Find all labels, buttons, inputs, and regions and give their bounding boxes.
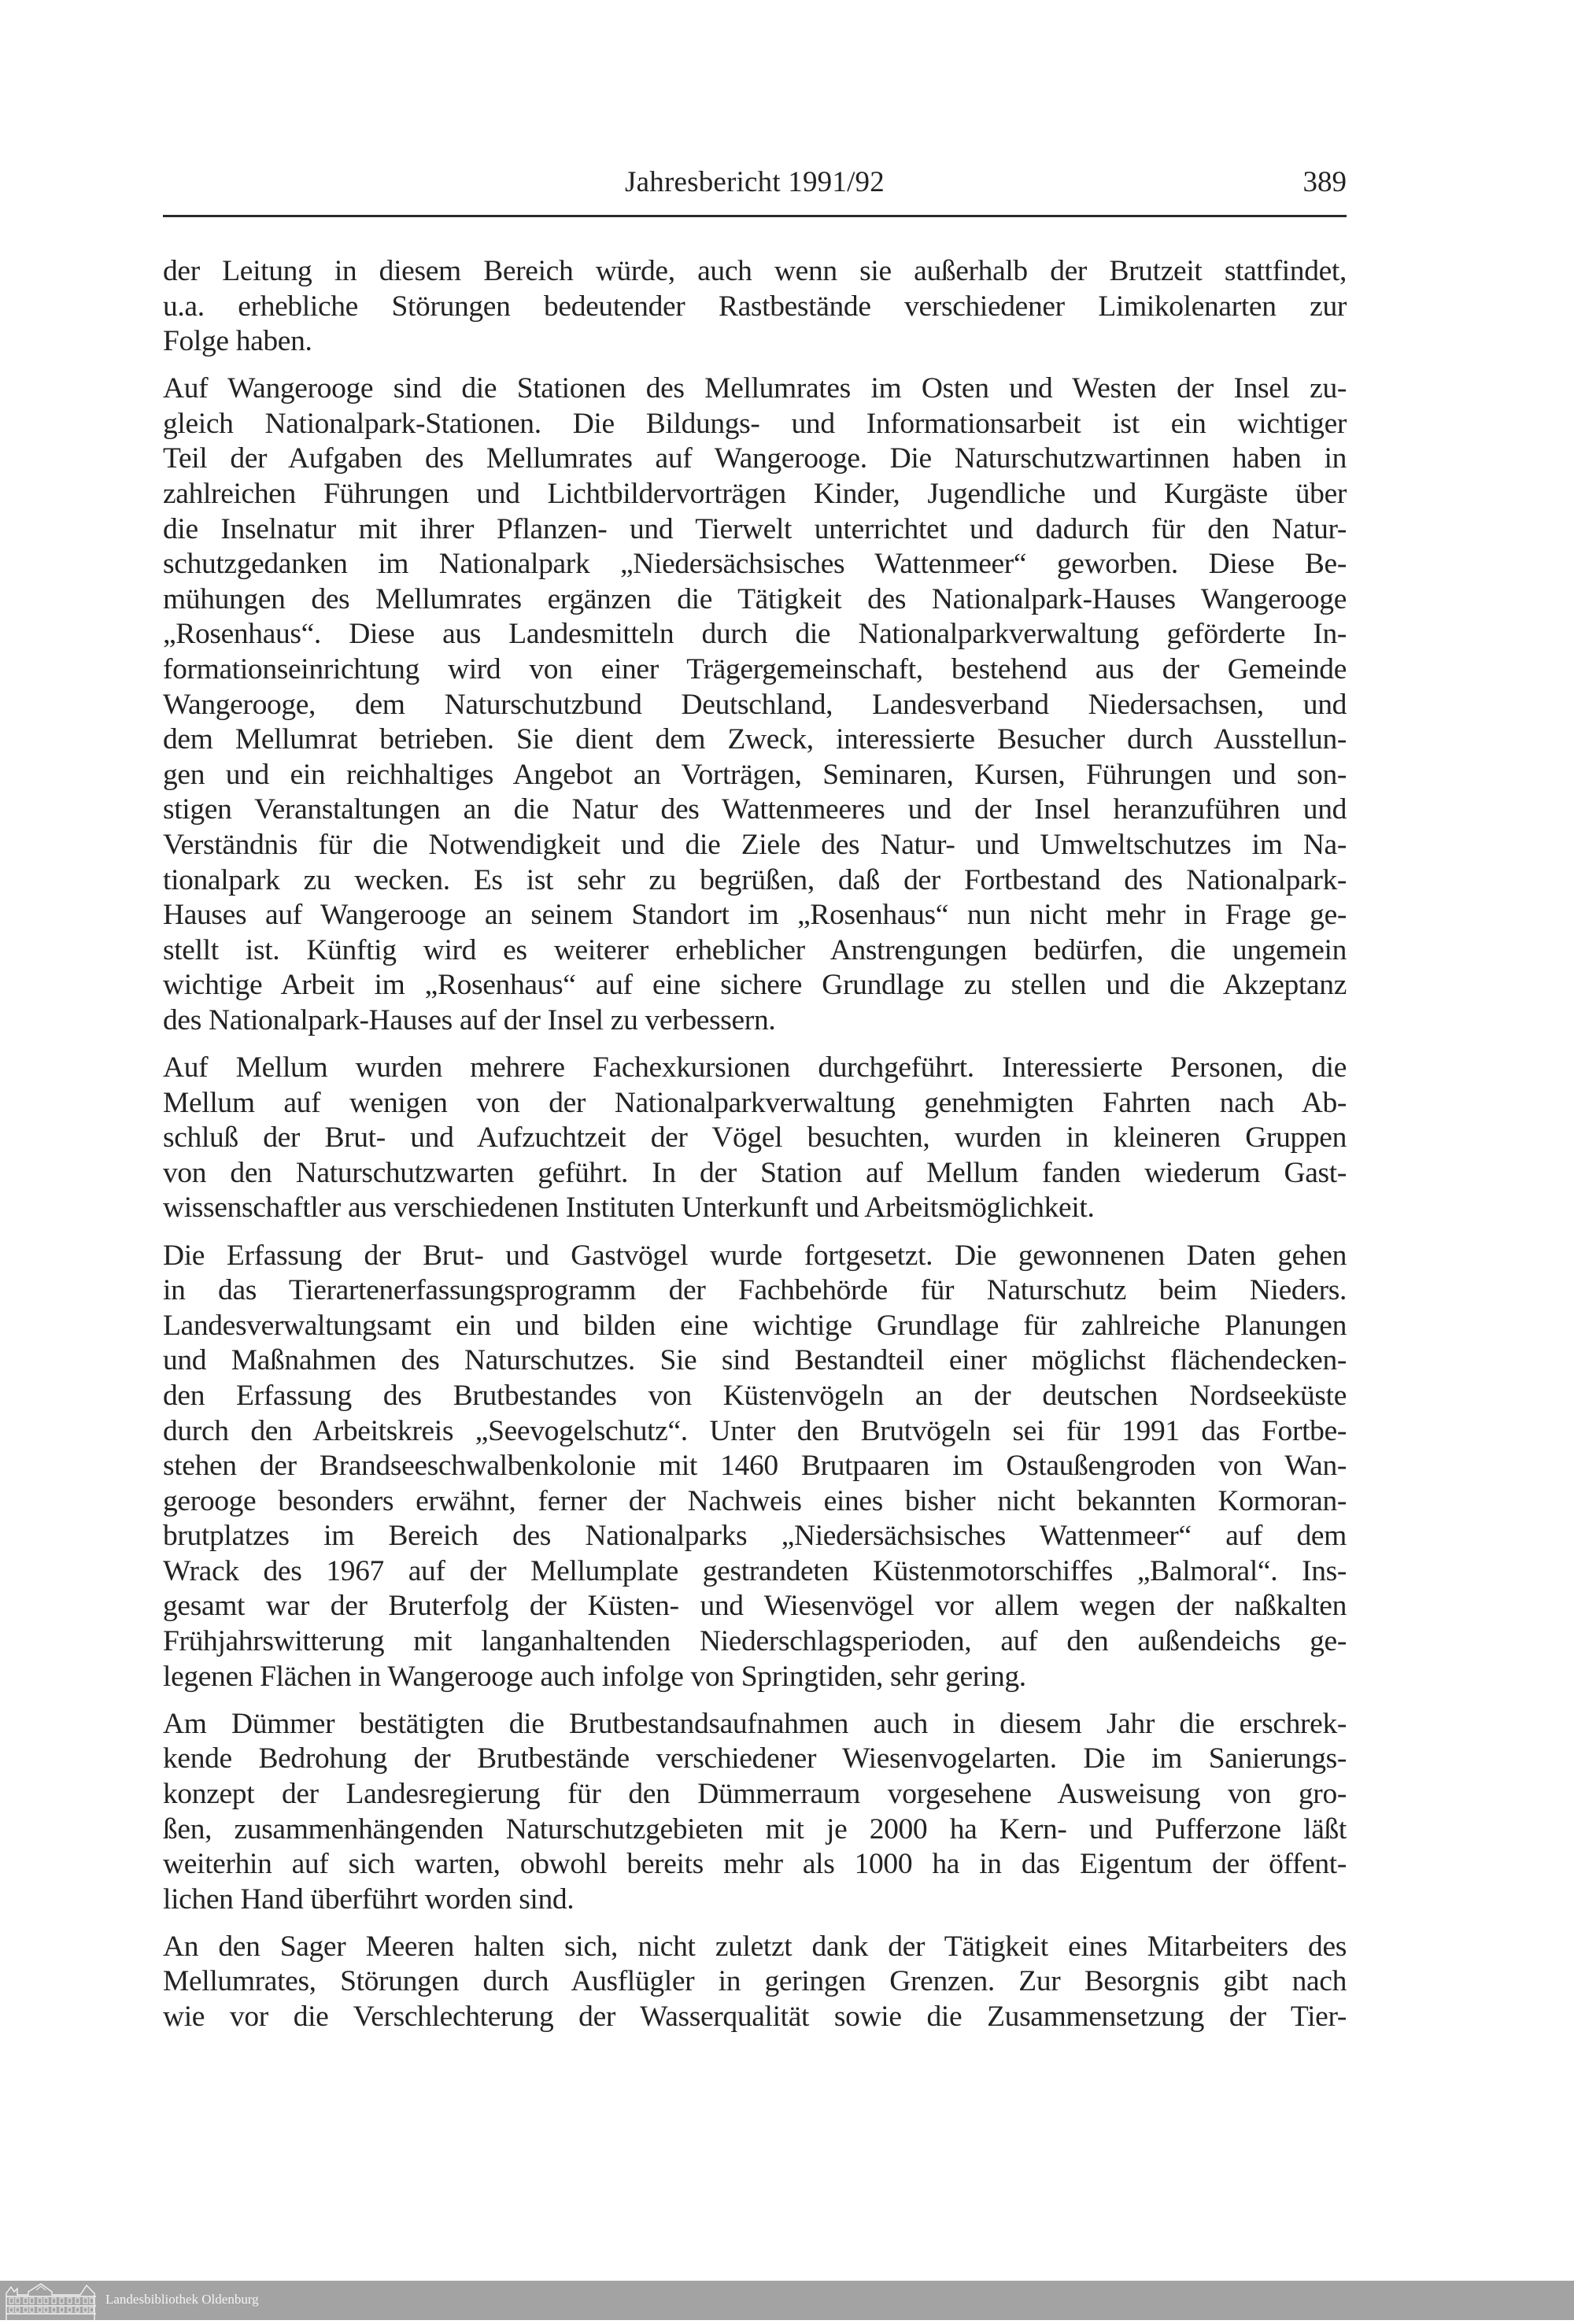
text-line: dem Mellumrat betrieben. Sie dient dem Zweck, interessierte Besucher durch Ausstellun- — [163, 723, 1347, 756]
text-line: Verständnis für die Notwendigkeit und die Ziele des Natur- und Umweltschutzes im Na- — [163, 829, 1347, 861]
library-building-icon — [5, 2282, 98, 2320]
page-number: 389 — [1302, 166, 1347, 198]
paragraph-1 — [163, 254, 1347, 360]
text-line: gerooge besonders erwähnt, ferner der Nachweis eines bisher nicht bekannten Kormoran- — [163, 1484, 1347, 1517]
text-line: Am Dümmer bestätigten die Brutbestandsaufnahmen auch in diesem Jahr die erschrek- — [163, 1707, 1347, 1740]
text-line: wie vor die Verschlechterung der Wasserqualität sowie die Zusammensetzung der Tier- — [163, 2001, 1347, 2033]
text-line: Wrack des 1967 auf der Mellumplate gestrandeten Küstenmotorschiffes „Balmoral“. Ins- — [163, 1554, 1347, 1587]
text-line: die Inselnatur mit ihrer Pflanzen- und Tierwelt unterrichtet und dadurch für den Natur- — [163, 512, 1347, 545]
text-line: von den Naturschutzwarten geführt. In der Station auf Mellum fanden wiederum Gast- — [163, 1156, 1347, 1189]
text-line: gesamt war der Bruterfolg der Küsten- und Wiesenvögel vor allem wegen der naßkalten — [163, 1590, 1347, 1623]
text-line: Landesverwaltungsamt ein und bilden eine wichtige Grundlage für zahlreiche Planungen — [163, 1309, 1347, 1342]
text-line: wissenschaftler aus verschiedenen Instituten Unterkunft und Arbeitsmöglichkeit. — [163, 1192, 1095, 1225]
text-line: Mellum auf wenigen von der Nationalparkverwaltung genehmigten Fahrten nach Ab- — [163, 1086, 1347, 1119]
text-line: wichtige Arbeit im „Rosenhaus“ auf eine sichere Grundlage zu stellen und die Akzeptanz — [163, 969, 1347, 1002]
text-line: u.a. erhebliche Störungen bedeutender Rastbestände verschiedener Limikolenarten zur — [163, 290, 1347, 323]
text-line: Teil der Aufgaben des Mellumrates auf Wangerooge. Die Naturschutzwartinnen haben in — [163, 442, 1347, 475]
text-line: Die Erfassung der Brut- und Gastvögel wurde fortgesetzt. Die gewonnenen Daten gehen — [163, 1239, 1347, 1272]
text-line: „Rosenhaus“. Diese aus Landesmitteln durch die Nationalparkverwaltung geförderte In- — [163, 618, 1347, 651]
text-line: brutplatzes im Bereich des Nationalparks „Niedersächsisches Wattenmeer“ auf dem — [163, 1520, 1347, 1553]
text-line: ßen, zusammenhängenden Naturschutzgebieten mit je 2000 ha Kern- und Pufferzone läßt — [163, 1812, 1347, 1846]
paragraph-4 — [163, 1239, 1347, 1695]
paragraph-5 — [163, 1707, 1347, 1918]
text-line: und Maßnahmen des Naturschutzes. Sie sind Bestandteil einer möglichst flächendecken- — [163, 1344, 1347, 1377]
text-line: Mellumrates, Störungen durch Ausflügler in geringen Grenzen. Zur Besorgnis gibt nach — [163, 1965, 1347, 1998]
text-line: stellt ist. Künftig wird es weiterer erheblicher Anstrengungen bedürfen, die ungemein — [163, 933, 1347, 966]
text-line: tionalpark zu wecken. Es ist sehr zu begrüßen, daß der Fortbestand des Nationalpark- — [163, 863, 1347, 896]
text-line: mühungen des Mellumrates ergänzen die Tätigkeit des Nationalpark-Hauses Wangerooge — [163, 582, 1347, 615]
page-header — [163, 157, 1347, 217]
text-line: Hauses auf Wangerooge an seinem Standort im „Rosenhaus“ nun nicht mehr in Frage ge- — [163, 899, 1347, 932]
paragraph-6 — [163, 1930, 1347, 2035]
text-line: Wangerooge, dem Naturschutzbund Deutschland, Landesverband Niedersachsen, und — [163, 688, 1347, 721]
text-line: der Leitung in diesem Bereich würde, auch wenn sie außerhalb der Brutzeit stattfindet, — [163, 255, 1347, 287]
text-line: stehen der Brandseeschwalbenkolonie mit 1460 Brutpaaren im Ostaußengroden von Wan- — [163, 1450, 1347, 1483]
text-line: konzept der Landesregierung für den Dümmerraum vorgesehene Ausweisung von gro- — [163, 1777, 1347, 1810]
header-rule — [163, 215, 1347, 217]
text-line: Auf Mellum wurden mehrere Fachexkursionen durchgeführt. Interessierte Personen, die — [163, 1051, 1347, 1084]
text-line: durch den Arbeitskreis „Seevogelschutz“. Unter den Brutvögeln sei für 1991 das Fortbe- — [163, 1414, 1347, 1447]
running-title: Jahresbericht 1991/92 — [625, 166, 885, 198]
text-line: Frühjahrswitterung mit langanhaltenden Niederschlagsperioden, auf den außendeichs ge- — [163, 1625, 1347, 1658]
body-text — [163, 254, 1347, 2047]
text-line: Folge haben. — [163, 325, 312, 358]
text-line: zahlreichen Führungen und Lichtbildervorträgen Kinder, Jugendliche und Kurgäste über — [163, 478, 1347, 511]
text-line: des Nationalpark-Hauses auf der Insel zu verbessern. — [163, 1003, 776, 1036]
text-line: in das Tierartenerfassungsprogramm der Fachbehörde für Naturschutz beim Nieders. — [163, 1274, 1347, 1307]
text-line: schluß der Brut- und Aufzuchtzeit der Vögel besuchten, wurden in kleineren Gruppen — [163, 1121, 1347, 1155]
library-name: Landesbibliothek Oldenburg — [105, 2292, 259, 2307]
paragraph-2 — [163, 371, 1347, 1038]
text-line: schutzgedanken im Nationalpark „Niedersächsisches Wattenmeer“ geworben. Diese Be- — [163, 548, 1347, 581]
footer-bar — [0, 2281, 1574, 2320]
text-line: formationseinrichtung wird von einer Trägergemeinschaft, bestehend aus der Gemeinde — [163, 653, 1347, 686]
text-line: den Erfassung des Brutbestandes von Küstenvögeln an der deutschen Nordseeküste — [163, 1379, 1347, 1412]
text-line: lichen Hand überführt worden sind. — [163, 1882, 575, 1916]
text-line: legenen Flächen in Wangerooge auch infolge von Springtiden, sehr gering. — [163, 1660, 1026, 1693]
text-line: kende Bedrohung der Brutbestände verschiedener Wiesenvogelarten. Die im Sanierungs- — [163, 1742, 1347, 1775]
text-line: Auf Wangerooge sind die Stationen des Mellumrates im Osten und Westen der Insel zu- — [163, 372, 1347, 405]
text-line: weiterhin auf sich warten, obwohl bereits mehr als 1000 ha in das Eigentum der öffent- — [163, 1848, 1347, 1881]
text-line: An den Sager Meeren halten sich, nicht zuletzt dank der Tätigkeit eines Mitarbeiters des — [163, 1930, 1347, 1963]
text-line: stigen Veranstaltungen an die Natur des Wattenmeeres und der Insel heranzuführen und — [163, 793, 1347, 826]
text-line: gleich Nationalpark-Stationen. Die Bildungs- und Informationsarbeit ist ein wichtiger — [163, 407, 1347, 440]
paragraph-3 — [163, 1051, 1347, 1226]
text-line: gen und ein reichhaltiges Angebot an Vorträgen, Seminaren, Kursen, Führungen und son- — [163, 758, 1347, 791]
